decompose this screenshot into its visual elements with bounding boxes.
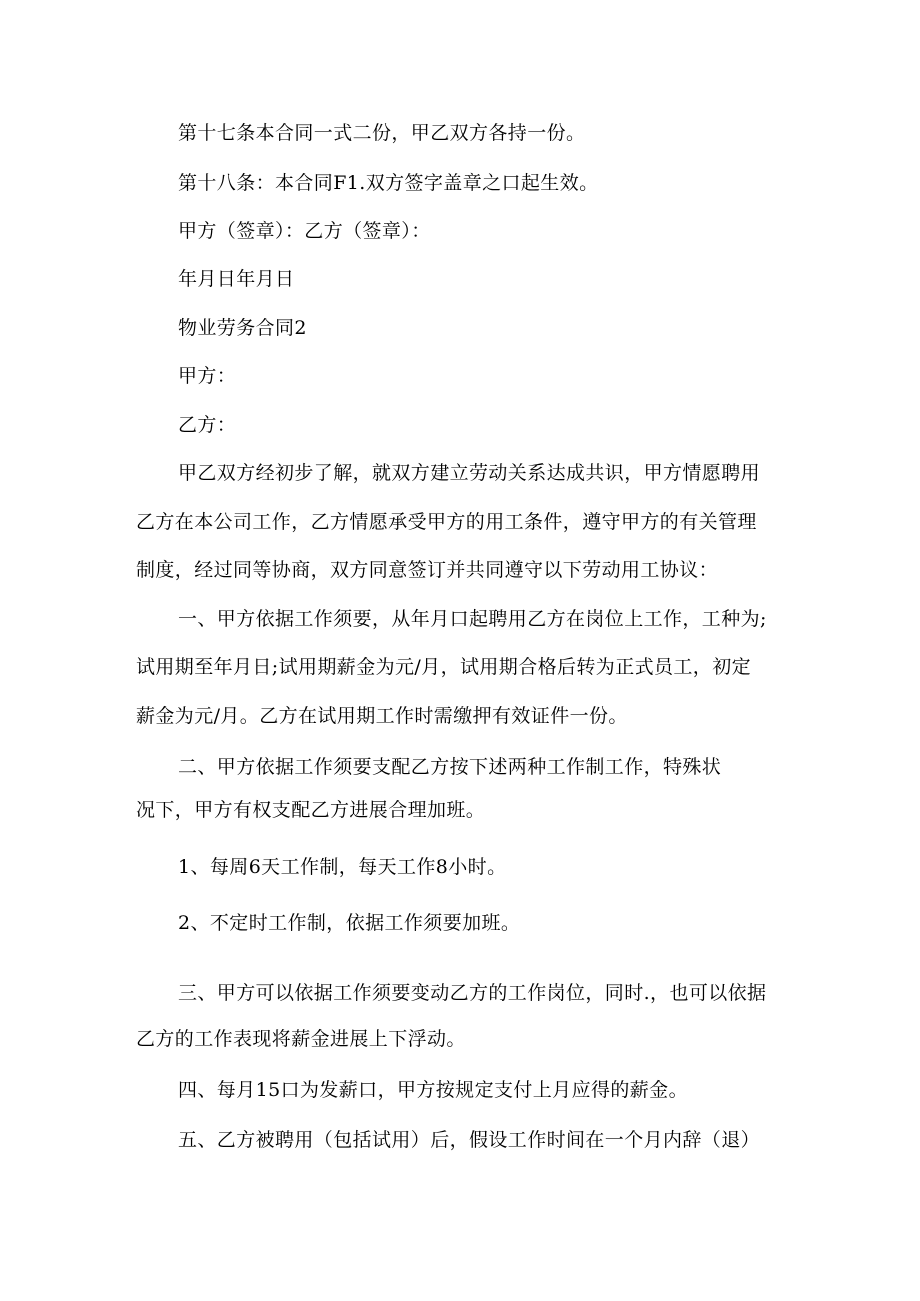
text-line: 薪金为元/月。乙方在试用期工作时需缴押有效证件一份。 [136,705,628,727]
text-line: 二、甲方依据工作须要支配乙方按下述两种工作制工作，特殊状 [178,756,722,778]
text-line: 乙方的工作表现将薪金进展上下浮动。 [136,1028,466,1050]
text-line: 甲乙双方经初步了解，就双方建立劳动关系达成共识，甲方情愿聘用 [178,462,761,484]
text-line: 甲方： [178,365,237,387]
text-line: 乙方： [178,414,237,436]
text-line: 2、不定时工作制，依据工作须要加班。 [178,912,521,934]
text-line: 第十七条本合同一式二份，甲乙双方各持一份。 [178,122,586,144]
text-line: 乙方在本公司工作，乙方情愿承受甲方的用工条件，遵守甲方的有关管理 [136,511,757,533]
text-line: 物业劳务合同2 [178,317,307,339]
text-line: 第十八条：本合同F1.双方签字盖章之口起生效。 [178,172,599,194]
text-line: 年月日年月日 [178,268,295,290]
text-line: 制度，经过同等协商，双方同意签订并共同遵守以下劳动用工协议： [136,559,719,581]
text-line: 三、甲方可以依据工作须要变动乙方的工作岗位，同时.，也可以依据 [178,982,767,1004]
text-line: 甲方（签章）：乙方（签章）： [178,220,431,242]
text-line: 试用期至年月日;试用期薪金为元/月，试用期合格后转为正式员工，初定 [136,656,752,678]
text-line: 一、甲方依据工作须要，从年月口起聘用乙方在岗位上工作，工种为; [178,608,767,630]
text-line: 1、每周6天工作制，每天工作8小时。 [178,856,507,878]
text-line: 况下，甲方有权支配乙方进展合理加班。 [136,799,486,821]
text-line: 四、每月15口为发薪口，甲方按规定支付上月应得的薪金。 [178,1079,688,1101]
text-line: 五、乙方被聘用（包括试用）后，假设工作时间在一个月内辞（退） [178,1129,761,1151]
